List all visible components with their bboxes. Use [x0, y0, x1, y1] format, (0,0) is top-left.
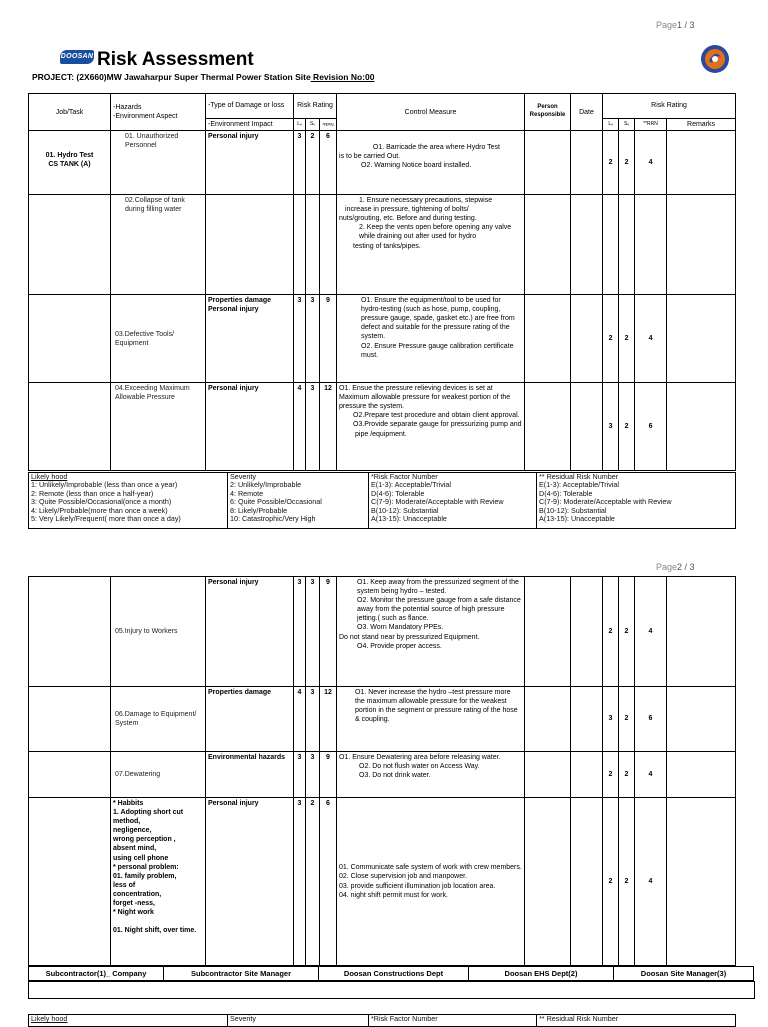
damage-cell: Properties damage Personal injury	[206, 295, 294, 383]
lv2-cell: 2	[603, 577, 619, 687]
page-title: Risk Assessment	[97, 49, 254, 70]
rrn-cell: 4	[635, 295, 667, 383]
rpn-cell: 6	[320, 131, 337, 195]
rrn-cell: 4	[635, 131, 667, 195]
risk-table-page2	[28, 576, 736, 966]
legend-severity: Severity 2: Unlikely/Improbable 4: Remote 6: Quite Possible/Occasional 8: Likely/Probable 10: Catastrophic/Very High	[228, 473, 369, 529]
damage-cell: Personal injury	[206, 383, 294, 471]
control-cell: O1. Barricade the area where Hydro Test is to be carried Out. O2. Warning Notice board installed.	[337, 131, 525, 195]
rpn-cell: 9	[320, 577, 337, 687]
legend-residual-risk-2: ** Residual Risk Number	[537, 1015, 736, 1027]
sv2-cell: 2	[619, 577, 635, 687]
hazard-cell: 06.Damage to Equipment/ System	[111, 687, 206, 752]
signature-constructions: Doosan Constructions Dept	[319, 967, 469, 981]
rrn-cell: 4	[635, 577, 667, 687]
table-row	[29, 195, 736, 295]
col-lv2: Lᵥ	[603, 119, 619, 131]
sv2-cell: 2	[619, 752, 635, 798]
col-risk-rating: Risk Rating	[294, 94, 337, 119]
col-job-task: Job/Task	[29, 94, 111, 131]
hazard-cell: 04.Exceeding Maximum Allowable Pressure	[111, 383, 206, 471]
signature-blank-area	[28, 981, 755, 999]
sv2-cell: 2	[619, 295, 635, 383]
signature-site-manager: Doosan Site Manager(3)	[614, 967, 754, 981]
sv-cell: 2	[306, 131, 320, 195]
page-number-2: Page2 / 3	[656, 562, 695, 572]
control-cell: O1. Ensure Dewatering area before releasing water. O2. Do not flush water on Access Way. O3. Do not drink water.	[337, 752, 525, 798]
col-rrn: **RRN	[635, 119, 667, 131]
hazard-cell: 01. Unauthorized Personnel	[111, 131, 206, 195]
lv-cell: 3	[294, 577, 306, 687]
rrn-cell: 6	[635, 383, 667, 471]
signature-subcontractor-manager: Subcontractor Site Manager	[164, 967, 319, 981]
legend-table	[28, 472, 736, 529]
control-cell: O1. Keep away from the pressurized segment of the system being hydro – tested. O2. Monitor the pressure gauge from a safe distance away from the potential source of high pressure jetting.( such as flance. O3. Worn Mandatory PPEs. Do not stand near by pressurized Equipment. O4. Provide proper access.	[337, 577, 525, 687]
rrn-cell: 4	[635, 798, 667, 966]
col-person-responsible: Person Responsible	[525, 94, 571, 131]
lv-cell: 3	[294, 798, 306, 966]
legend-risk-factor: *Risk Factor Number E(1-3): Acceptable/Trivial D(4-6): Tolerable C(7-9): Moderate/Acceptable with Review B(10-12): Substantial A(13-15): Unacceptable	[369, 473, 537, 529]
legend-severity-2: Severity	[228, 1015, 369, 1027]
legend-risk-factor-2: *Risk Factor Number	[369, 1015, 537, 1027]
table-row	[29, 295, 736, 383]
table-row	[29, 752, 736, 798]
lv-cell: 4	[294, 383, 306, 471]
sv-cell: 3	[306, 752, 320, 798]
rrn-cell: 6	[635, 687, 667, 752]
col-remarks: Remarks	[667, 119, 736, 131]
lv2-cell: 2	[603, 131, 619, 195]
signature-subcontractor: Subcontractor(1)_ Company	[29, 967, 164, 981]
sv-cell: 3	[306, 577, 320, 687]
damage-cell: Personal injury	[206, 577, 294, 687]
date-cell	[571, 131, 603, 195]
sv2-cell: 2	[619, 131, 635, 195]
col-sv2: Sᵥ	[619, 119, 635, 131]
col-hazards: -Hazards -Environment Aspect	[111, 94, 206, 131]
hazard-cell: * Habbits 1. Adopting short cut method, negligence, wrong perception , absent mind, using cell phone * personal problem: 01. family problem, less of concentration, forget -ness, * Night work 01. Night shift, over time.	[111, 798, 206, 966]
legend-residual-risk: ** Residual Risk Number E(1-3): Acceptable/Trivial D(4-6): Tolerable C(7-9): Moderate/Acceptable with Review B(10-12): Substantial A(13-15): Unacceptable	[537, 473, 736, 529]
lv-cell: 3	[294, 295, 306, 383]
lv-cell: 4	[294, 687, 306, 752]
hazard-cell: 07.Dewatering	[111, 752, 206, 798]
signature-ehs: Doosan EHS Dept(2)	[469, 967, 614, 981]
damage-cell: Personal injury	[206, 798, 294, 966]
project-line: PROJECT: (2X660)MW Jawaharpur Super Thermal Power Station Site Revision No:00	[32, 72, 375, 82]
lv2-cell: 2	[603, 752, 619, 798]
doosan-logo: DOOSAN	[60, 50, 94, 64]
signature-row	[28, 966, 754, 981]
sv-cell: 2	[306, 798, 320, 966]
control-cell: 1. Ensure necessary precautions, stepwise increase in pressure, tightening of bolts/ nuts/grouting, etc. Before and during testing. 2. Keep the vents open before opening any valve while draining out after used for hydro testing of tanks/pipes.	[337, 195, 525, 295]
rpn-cell: 12	[320, 687, 337, 752]
control-cell: O1. Ensure the equipment/tool to be used for hydro-testing (such as hose, pump, coupling, pressure gauge, spade, gasket etc.) are free from defect and suitable for the pressure rating of the system. O2. Ensure Pressure gauge calibration certificate must.	[337, 295, 525, 383]
damage-cell: Properties damage	[206, 687, 294, 752]
rpn-cell: 6	[320, 798, 337, 966]
rpn-cell: 9	[320, 295, 337, 383]
sv-cell: 3	[306, 383, 320, 471]
hazard-cell: 02.Collapse of tank during filling water	[111, 195, 206, 295]
sv2-cell: 2	[619, 687, 635, 752]
rrn-cell: 4	[635, 752, 667, 798]
lv-cell: 3	[294, 752, 306, 798]
lv2-cell: 3	[603, 383, 619, 471]
lv2-cell: 3	[603, 687, 619, 752]
sv-cell: 3	[306, 295, 320, 383]
hazard-cell: 03.Defective Tools/ Equipment	[111, 295, 206, 383]
lv-cell: 3	[294, 131, 306, 195]
col-damage-type: -Type of Damage or loss	[206, 94, 294, 119]
rpn-cell: 9	[320, 752, 337, 798]
ntpc-logo-icon	[700, 44, 730, 74]
table-row	[29, 131, 736, 195]
damage-cell: Environmental hazards	[206, 752, 294, 798]
col-env-impact: -Environment Impact	[206, 119, 294, 131]
table-row	[29, 383, 736, 471]
job-title: 01. Hydro Test CS TANK (A)	[29, 131, 111, 195]
col-sv: Sᵥ	[306, 119, 320, 131]
risk-table-page1	[28, 93, 736, 471]
legend-table-2	[28, 1014, 736, 1027]
person-cell	[525, 131, 571, 195]
sv2-cell: 2	[619, 383, 635, 471]
lv2-cell: 2	[603, 295, 619, 383]
table-row	[29, 577, 736, 687]
legend-likelyhood-2: Likely hood	[29, 1015, 228, 1027]
table-row	[29, 798, 736, 966]
sv2-cell: 2	[619, 798, 635, 966]
remarks-cell	[667, 131, 736, 195]
legend-likelyhood: Likely hood 1: Unlikely/Improbable (less than once a year) 2: Remote (less than once a half-year) 3: Quite Possible/Occasional(once a month) 4: Likely/Probable(more than once a week) 5: Very Likely/Frequent( more than once a day)	[29, 473, 228, 529]
col-risk-rating2: Risk Rating	[603, 94, 736, 119]
table-row	[29, 687, 736, 752]
col-date: Date	[571, 94, 603, 131]
damage-cell: Personal injury	[206, 131, 294, 195]
page-number: Page1 / 3	[656, 20, 695, 30]
damage-cell	[206, 195, 294, 295]
col-control-measure: Control Measure	[337, 94, 525, 131]
control-cell: 01. Communicate safe system of work with crew members. 02. Close supervision job and manpower. 03. provide sufficient illumination job location area. 04. night shift permit must for work.	[337, 798, 525, 966]
control-cell: O1. Ensue the pressure relieving devices is set at Maximum allowable pressure for weakest portion of the pressure the system. O2.Prepare test procedure and obtain client approval. O3.Provide separate gauge for pressurizing pump and pipe /equipment.	[337, 383, 525, 471]
hazard-cell: 05.Injury to Workers	[111, 577, 206, 687]
lv2-cell: 2	[603, 798, 619, 966]
rpn-cell: 12	[320, 383, 337, 471]
sv-cell: 3	[306, 687, 320, 752]
col-rpn: *RPN	[320, 119, 337, 131]
control-cell: O1. Never increase the hydro –test pressure more the maximum allowable pressure for the weakest portion in the segment or pressure rating of the hose & coupling.	[337, 687, 525, 752]
col-lv: Lᵥ	[294, 119, 306, 131]
